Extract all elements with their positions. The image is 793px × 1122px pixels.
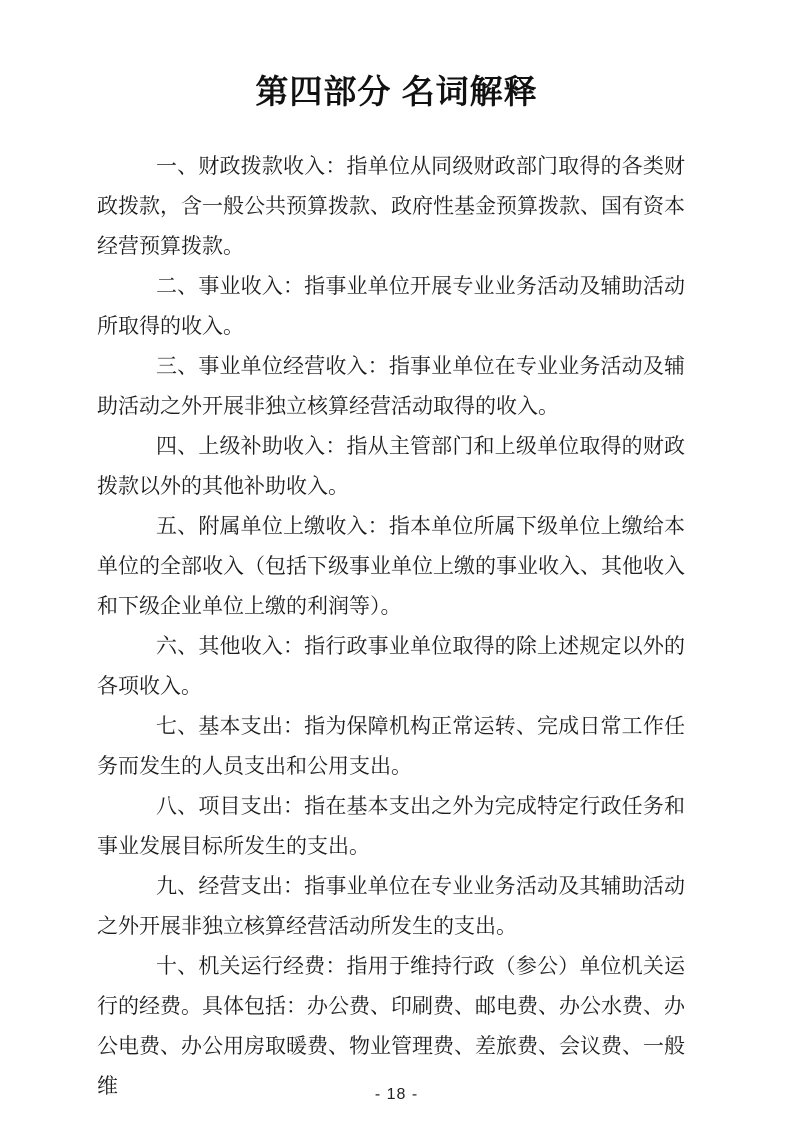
glossary-paragraph-9: 九、经营支出：指事业单位在专业业务活动及其辅助活动之外开展非独立核算经营活动所发生的支出。: [97, 874, 685, 938]
glossary-paragraph-3: 三、事业单位经营收入：指事业单位在专业业务活动及辅助活动之外开展非独立核算经营活动取得的收入。: [97, 354, 685, 418]
glossary-paragraph-4: 四、上级补助收入：指从主管部门和上级单位取得的财政拨款以外的其他补助收入。: [97, 434, 685, 498]
page-title: 第四部分 名词解释: [255, 73, 538, 110]
document-body: [97, 146, 685, 1106]
glossary-paragraph-8: 八、项目支出：指在基本支出之外为完成特定行政任务和事业发展目标所发生的支出。: [97, 794, 685, 858]
glossary-paragraph-5: 五、附属单位上缴收入：指本单位所属下级单位上缴给本单位的全部收入（包括下级事业单位上缴的事业收入、其他收入和下级企业单位上缴的利润等）。: [97, 514, 685, 618]
glossary-paragraph-10: 十、机关运行经费：指用于维持行政（参公）单位机关运行的经费。具体包括：办公费、印刷费、邮电费、办公水费、办公电费、办公用房取暖费、物业管理费、差旅费、会议费、一般维: [97, 954, 685, 1098]
page-number: - 18 -: [374, 1086, 419, 1103]
glossary-paragraph-2: 二、事业收入：指事业单位开展专业业务活动及辅助活动所取得的收入。: [97, 274, 685, 338]
glossary-paragraph-1: 一、财政拨款收入：指单位从同级财政部门取得的各类财政拨款，含一般公共预算拨款、政府性基金预算拨款、国有资本经营预算拨款。: [97, 154, 685, 258]
glossary-paragraph-6: 六、其他收入：指行政事业单位取得的除上述规定以外的各项收入。: [97, 634, 685, 698]
glossary-paragraph-7: 七、基本支出：指为保障机构正常运转、完成日常工作任务而发生的人员支出和公用支出。: [97, 714, 685, 778]
